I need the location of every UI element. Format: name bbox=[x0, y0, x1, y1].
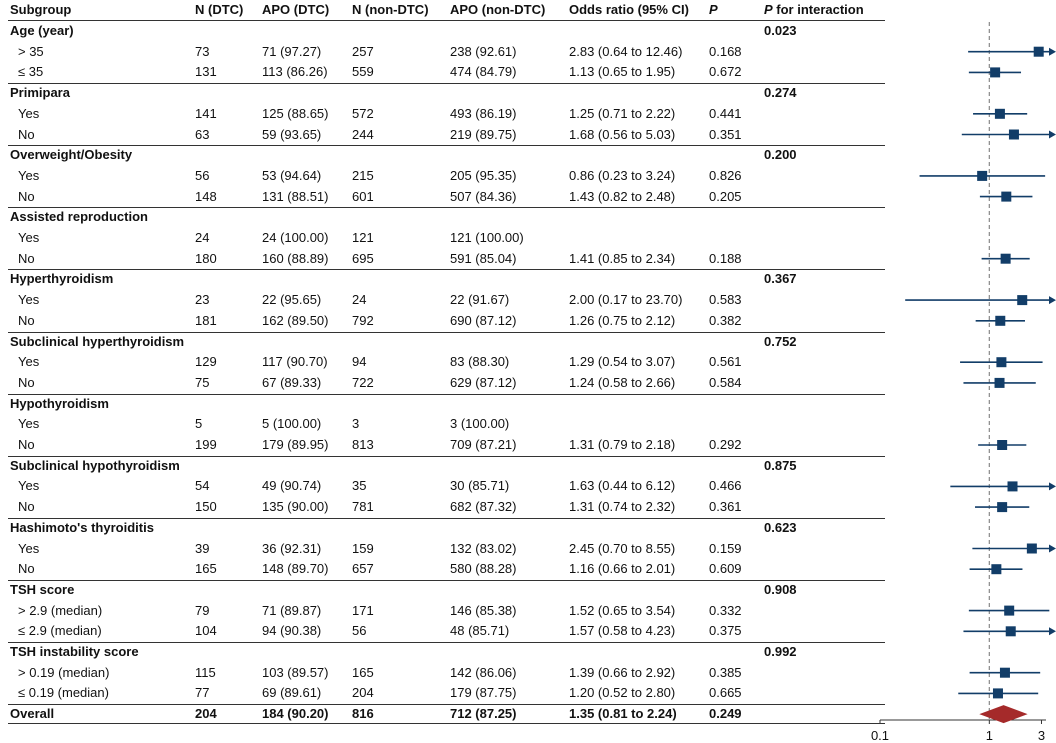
cell-apo-dtc: 22 (95.65) bbox=[262, 292, 322, 308]
cell-p-int: 0.023 bbox=[764, 23, 797, 38]
cell-n-non: 695 bbox=[352, 250, 374, 266]
cell-n-dtc: 104 bbox=[195, 623, 217, 639]
cell-or: 1.39 (0.66 to 2.92) bbox=[569, 664, 676, 680]
cell-n-non: 3 bbox=[352, 416, 360, 432]
cell-p: 0.382 bbox=[709, 312, 742, 328]
cell-label: Overweight/Obesity bbox=[10, 147, 133, 163]
point-estimate bbox=[996, 357, 1006, 367]
point-estimate bbox=[995, 316, 1005, 326]
cell-or: 1.68 (0.56 to 5.03) bbox=[569, 126, 676, 142]
cell-label: Age (year) bbox=[10, 23, 74, 38]
cell-label: Yes bbox=[18, 478, 40, 494]
cell-n-dtc: 24 bbox=[195, 230, 210, 245]
cell-p: 0.351 bbox=[709, 126, 742, 142]
cell-n-non: 657 bbox=[352, 561, 374, 577]
point-estimate bbox=[1009, 130, 1019, 140]
header-odds-ratio: Odds ratio (95% CI) bbox=[569, 2, 689, 17]
cell-p: 0.584 bbox=[709, 374, 742, 390]
cell-or: 1.43 (0.82 to 2.48) bbox=[569, 188, 676, 204]
cell-p: 0.188 bbox=[709, 250, 742, 266]
cell-n-dtc: 165 bbox=[195, 561, 217, 577]
cell-or: 2.00 (0.17 to 23.70) bbox=[569, 292, 683, 308]
cell-apo-non: 146 (85.38) bbox=[450, 602, 517, 618]
cell-label: Hashimoto's thyroiditis bbox=[10, 519, 154, 535]
cell-or: 1.31 (0.79 to 2.18) bbox=[569, 437, 676, 452]
cell-or: 1.20 (0.52 to 2.80) bbox=[569, 685, 676, 701]
cell-n-dtc: 115 bbox=[195, 664, 216, 680]
cell-n-dtc: 5 bbox=[195, 416, 203, 432]
cell-apo-non: 238 (92.61) bbox=[450, 43, 517, 59]
cell-p: 0.561 bbox=[709, 354, 742, 370]
cell-n-dtc: 181 bbox=[195, 312, 217, 328]
cell-n-non: 56 bbox=[352, 623, 367, 639]
cell-apo-dtc: 135 (90.00) bbox=[262, 499, 329, 515]
cell-n-non: 159 bbox=[352, 540, 374, 556]
point-estimate bbox=[1001, 192, 1011, 202]
cell-label: Hyperthyroidism bbox=[10, 271, 114, 287]
cell-n-non: 257 bbox=[352, 43, 374, 59]
point-estimate bbox=[1004, 606, 1014, 616]
cell-or: 2.45 (0.70 to 8.55) bbox=[569, 540, 676, 556]
cell-p: 0.665 bbox=[709, 685, 742, 701]
cell-p: 0.375 bbox=[709, 623, 742, 639]
cell-n-dtc: 180 bbox=[195, 250, 217, 266]
cell-n-dtc: 141 bbox=[195, 105, 217, 121]
cell-p-int: 0.623 bbox=[764, 519, 797, 535]
cell-n-dtc: 39 bbox=[195, 540, 210, 556]
cell-or: 1.24 (0.58 to 2.66) bbox=[569, 374, 676, 390]
cell-n-dtc: 204 bbox=[195, 706, 217, 722]
cell-label: Yes bbox=[18, 230, 40, 245]
x-tick-label: 1 bbox=[985, 728, 993, 743]
cell-p-int: 0.908 bbox=[764, 581, 797, 597]
cell-n-dtc: 148 bbox=[195, 188, 217, 204]
cell-label: No bbox=[18, 374, 35, 390]
cell-apo-dtc: 184 (90.20) bbox=[262, 706, 329, 722]
cell-p-int: 0.367 bbox=[764, 271, 797, 287]
cell-apo-dtc: 24 (100.00) bbox=[262, 230, 329, 245]
cell-n-non: 204 bbox=[352, 685, 374, 701]
cell-label: Yes bbox=[18, 167, 40, 183]
cell-or: 1.25 (0.71 to 2.22) bbox=[569, 105, 676, 121]
cell-label: Subclinical hypothyroidism bbox=[10, 457, 180, 473]
cell-n-dtc: 75 bbox=[195, 374, 210, 390]
cell-apo-dtc: 69 (89.61) bbox=[262, 685, 322, 701]
point-estimate bbox=[990, 67, 1000, 77]
x-tick-label: 3 bbox=[1037, 728, 1046, 743]
point-estimate bbox=[995, 109, 1005, 119]
cell-apo-dtc: 67 (89.33) bbox=[262, 374, 322, 390]
cell-or: 0.86 (0.23 to 3.24) bbox=[569, 167, 676, 183]
cell-n-non: 722 bbox=[352, 374, 374, 390]
cell-apo-non: 121 (100.00) bbox=[450, 230, 524, 245]
cell-n-non: 572 bbox=[352, 105, 374, 121]
cell-p: 0.583 bbox=[709, 292, 742, 308]
point-estimate bbox=[993, 688, 1003, 698]
header-apo-dtc: APO (DTC) bbox=[262, 2, 330, 17]
cell-apo-non: 507 (84.36) bbox=[450, 188, 517, 204]
cell-p: 0.441 bbox=[709, 105, 742, 121]
point-estimate bbox=[995, 378, 1005, 388]
ci-arrow bbox=[1049, 48, 1056, 56]
cell-n-non: 94 bbox=[352, 354, 367, 370]
cell-apo-non: 83 (88.30) bbox=[450, 354, 510, 370]
cell-label: Hypothyroidism bbox=[10, 395, 109, 411]
header-p-interaction-text: for interaction bbox=[772, 2, 864, 17]
cell-n-non: 559 bbox=[352, 64, 374, 80]
cell-apo-dtc: 125 (88.65) bbox=[262, 105, 329, 121]
cell-n-non: 165 bbox=[352, 664, 374, 680]
header-apo-non-dtc: APO (non-DTC) bbox=[450, 2, 546, 17]
x-tick-label: 0.1 bbox=[870, 728, 890, 743]
cell-apo-dtc: 49 (90.74) bbox=[262, 478, 322, 494]
cell-label: TSH instability score bbox=[10, 644, 139, 659]
cell-p: 0.168 bbox=[709, 43, 742, 59]
cell-apo-dtc: 131 (88.51) bbox=[262, 188, 329, 204]
cell-or: 1.26 (0.75 to 2.12) bbox=[569, 312, 676, 328]
cell-apo-dtc: 179 (89.95) bbox=[262, 437, 329, 452]
cell-label: Primipara bbox=[10, 85, 70, 101]
cell-label: Subclinical hyperthyroidism bbox=[10, 333, 185, 349]
cell-n-dtc: 23 bbox=[195, 292, 210, 308]
cell-apo-non: 682 (87.32) bbox=[450, 499, 517, 515]
cell-label: No bbox=[18, 561, 35, 577]
cell-n-non: 171 bbox=[352, 602, 374, 618]
cell-n-non: 121 bbox=[352, 230, 374, 245]
cell-apo-dtc: 117 (90.70) bbox=[262, 354, 328, 370]
cell-apo-non: 30 (85.71) bbox=[450, 478, 510, 494]
cell-p-int: 0.875 bbox=[764, 457, 797, 473]
cell-apo-non: 690 (87.12) bbox=[450, 312, 517, 328]
cell-p-int: 0.992 bbox=[764, 644, 797, 659]
header-n-non-dtc: N (non-DTC) bbox=[352, 2, 429, 17]
cell-label: Assisted reproduction bbox=[10, 209, 148, 225]
cell-label: > 2.9 (median) bbox=[18, 602, 103, 618]
cell-n-dtc: 150 bbox=[195, 499, 217, 515]
cell-n-non: 816 bbox=[352, 706, 374, 722]
cell-n-non: 244 bbox=[352, 126, 374, 142]
cell-p: 0.361 bbox=[709, 499, 742, 515]
cell-apo-non: 132 (83.02) bbox=[450, 540, 517, 556]
cell-n-dtc: 56 bbox=[195, 167, 210, 183]
cell-label: Yes bbox=[18, 540, 40, 556]
cell-p: 0.159 bbox=[709, 540, 742, 556]
cell-apo-dtc: 113 (86.26) bbox=[262, 64, 328, 80]
cell-or: 1.41 (0.85 to 2.34) bbox=[569, 250, 676, 266]
cell-p: 0.292 bbox=[709, 437, 742, 452]
cell-p: 0.332 bbox=[709, 602, 742, 618]
cell-label: TSH score bbox=[10, 581, 75, 597]
cell-p: 0.249 bbox=[709, 706, 742, 722]
cell-n-dtc: 199 bbox=[195, 437, 217, 452]
cell-label: No bbox=[18, 312, 35, 328]
cell-apo-non: 48 (85.71) bbox=[450, 623, 510, 639]
cell-p: 0.205 bbox=[709, 188, 742, 204]
cell-apo-non: 142 (86.06) bbox=[450, 664, 517, 680]
cell-apo-non: 712 (87.25) bbox=[450, 706, 517, 722]
cell-label: ≤ 2.9 (median) bbox=[18, 623, 102, 639]
point-estimate bbox=[1001, 254, 1011, 264]
ci-arrow bbox=[1049, 482, 1056, 490]
cell-n-dtc: 131 bbox=[195, 64, 217, 80]
cell-n-dtc: 54 bbox=[195, 478, 210, 494]
cell-apo-dtc: 148 (89.70) bbox=[262, 561, 329, 577]
cell-label: Yes bbox=[18, 416, 40, 432]
cell-n-non: 792 bbox=[352, 312, 374, 328]
point-estimate bbox=[991, 564, 1001, 574]
cell-apo-dtc: 5 (100.00) bbox=[262, 416, 322, 432]
cell-or: 2.83 (0.64 to 12.46) bbox=[569, 43, 683, 59]
cell-or: 1.35 (0.81 to 2.24) bbox=[569, 706, 677, 722]
cell-p-int: 0.752 bbox=[764, 333, 797, 349]
cell-p: 0.609 bbox=[709, 561, 742, 577]
cell-apo-non: 493 (86.19) bbox=[450, 105, 517, 121]
point-estimate bbox=[1000, 668, 1010, 678]
cell-n-dtc: 79 bbox=[195, 602, 210, 618]
point-estimate bbox=[977, 171, 987, 181]
cell-apo-non: 709 (87.21) bbox=[450, 437, 517, 452]
cell-or: 1.13 (0.65 to 1.95) bbox=[569, 64, 676, 80]
cell-n-non: 215 bbox=[352, 167, 374, 183]
cell-apo-non: 3 (100.00) bbox=[450, 416, 510, 432]
cell-label: Yes bbox=[18, 105, 40, 121]
cell-p: 0.826 bbox=[709, 167, 742, 183]
cell-or: 1.16 (0.66 to 2.01) bbox=[569, 561, 676, 577]
header-n-dtc: N (DTC) bbox=[195, 2, 244, 17]
cell-or: 1.52 (0.65 to 3.54) bbox=[569, 602, 676, 618]
cell-label: No bbox=[18, 250, 35, 266]
cell-apo-non: 591 (85.04) bbox=[450, 250, 517, 266]
cell-or: 1.57 (0.58 to 4.23) bbox=[569, 623, 676, 639]
ci-arrow bbox=[1049, 545, 1056, 553]
cell-label: No bbox=[18, 499, 35, 515]
point-estimate bbox=[997, 440, 1007, 450]
cell-apo-dtc: 160 (88.89) bbox=[262, 250, 329, 266]
cell-n-dtc: 63 bbox=[195, 126, 210, 142]
cell-label: > 35 bbox=[18, 43, 44, 59]
cell-p: 0.466 bbox=[709, 478, 742, 494]
cell-label: ≤ 0.19 (median) bbox=[18, 685, 109, 701]
cell-p-int: 0.200 bbox=[764, 147, 797, 163]
point-estimate bbox=[997, 502, 1007, 512]
cell-n-dtc: 73 bbox=[195, 43, 210, 59]
cell-label: Yes bbox=[18, 292, 40, 308]
ci-arrow bbox=[1049, 627, 1056, 635]
cell-p: 0.672 bbox=[709, 64, 742, 80]
cell-apo-non: 629 (87.12) bbox=[450, 374, 517, 390]
cell-n-dtc: 77 bbox=[195, 685, 210, 701]
cell-apo-dtc: 71 (89.87) bbox=[262, 602, 322, 618]
header-p: P bbox=[709, 2, 718, 17]
cell-or: 1.31 (0.74 to 2.32) bbox=[569, 499, 676, 515]
header-p-interaction-italic: P bbox=[764, 2, 773, 17]
cell-label: Yes bbox=[18, 354, 40, 370]
cell-label: ≤ 35 bbox=[18, 64, 44, 80]
cell-apo-dtc: 103 (89.57) bbox=[262, 664, 329, 680]
cell-apo-non: 179 (87.75) bbox=[450, 685, 517, 701]
cell-label: Overall bbox=[10, 706, 55, 722]
cell-or: 1.63 (0.44 to 6.12) bbox=[569, 478, 676, 494]
cell-apo-non: 580 (88.28) bbox=[450, 561, 517, 577]
cell-apo-dtc: 36 (92.31) bbox=[262, 540, 322, 556]
cell-apo-dtc: 94 (90.38) bbox=[262, 623, 322, 639]
point-estimate bbox=[1006, 626, 1016, 636]
cell-n-non: 813 bbox=[352, 437, 374, 452]
cell-apo-non: 22 (91.67) bbox=[450, 292, 510, 308]
cell-apo-non: 219 (89.75) bbox=[450, 126, 517, 142]
cell-apo-dtc: 71 (97.27) bbox=[262, 43, 322, 59]
cell-apo-non: 205 (95.35) bbox=[450, 167, 517, 183]
cell-n-non: 601 bbox=[352, 188, 374, 204]
cell-apo-dtc: 162 (89.50) bbox=[262, 312, 329, 328]
header-subgroup: Subgroup bbox=[10, 2, 72, 17]
cell-n-non: 35 bbox=[352, 478, 367, 494]
cell-apo-dtc: 59 (93.65) bbox=[262, 126, 322, 142]
cell-n-non: 781 bbox=[352, 499, 374, 515]
cell-n-dtc: 129 bbox=[195, 354, 217, 370]
cell-p-int: 0.274 bbox=[764, 85, 797, 101]
cell-label: No bbox=[18, 126, 35, 142]
cell-n-non: 24 bbox=[352, 292, 367, 308]
point-estimate bbox=[1027, 544, 1037, 554]
ci-arrow bbox=[1049, 296, 1056, 304]
cell-label: No bbox=[18, 437, 35, 452]
ci-arrow bbox=[1049, 131, 1056, 139]
cell-p: 0.385 bbox=[709, 664, 742, 680]
cell-apo-non: 474 (84.79) bbox=[450, 64, 517, 80]
point-estimate bbox=[1034, 47, 1044, 57]
cell-apo-dtc: 53 (94.64) bbox=[262, 167, 322, 183]
cell-label: > 0.19 (median) bbox=[18, 664, 110, 680]
cell-or: 1.29 (0.54 to 3.07) bbox=[569, 354, 676, 370]
point-estimate bbox=[1017, 295, 1027, 305]
cell-label: No bbox=[18, 188, 35, 204]
point-estimate bbox=[1008, 481, 1018, 491]
